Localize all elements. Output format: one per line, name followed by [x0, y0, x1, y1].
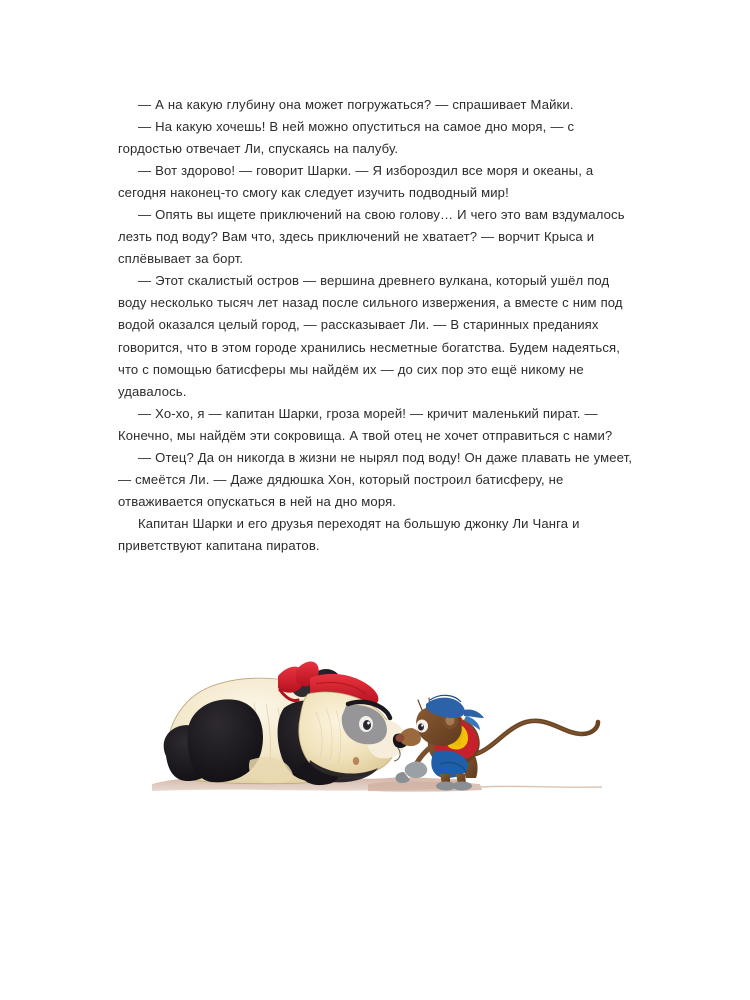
paragraph: — Отец? Да он никогда в жизни не нырял под воду! Он даже плавать не умеет, — смеётся Ли. — Даже дядюшка Хон, который построил батисферу, не отваживается опускаться в ней на дно моря. — [118, 449, 633, 509]
rat-tail — [476, 721, 598, 754]
paragraph: — А на какую глубину она может погружаться? — спрашивает Майки. — [138, 97, 574, 112]
paragraph: — Хо-хо, я — капитан Шарки, гроза морей! — кричит маленький пират. — Конечно, мы найдём эти сокровища. А твой отец не хочет отправиться с нами? — [118, 405, 613, 443]
paragraph: Капитан Шарки и его друзья переходят на большую джонку Ли Чанга и приветствуют капитана пиратов. — [118, 515, 580, 553]
paragraph: — На какую хочешь! В ней можно опуститься на самое дно моря, — с гордостью отвечает Ли, спускаясь на палубу. — [118, 119, 575, 157]
paragraph: — Вот здорово! — говорит Шарки. — Я избороздил все моря и океаны, а сегодня наконец-то смогу как следует изучить подводный мир! — [118, 163, 594, 201]
paragraph: — Опять вы ищете приключений на свою голову… И чего это вам вздумалось лезть под воду? Вам что, здесь приключений не хватает? — ворчит Крыса и сплёвывает за борт. — [118, 207, 625, 267]
paragraph: — Этот скалистый остров — вершина древнего вулкана, который ушёл под воду несколько тысяч лет назад после сильного извержения, а вместе с ним под водой оказался целый город, — рассказывает Ли. — В старинных преданиях говорится, что в этом городе хранились несметные богатства. Будем надеяться, что с помощью батисферы мы найдём их — до сих пор это ещё никому не удавалось. — [118, 273, 623, 399]
pirate-rat — [395, 695, 598, 790]
panda-head — [299, 692, 408, 782]
panda-and-pirate-rat-illustration — [150, 648, 610, 808]
story-text-block — [118, 94, 638, 557]
